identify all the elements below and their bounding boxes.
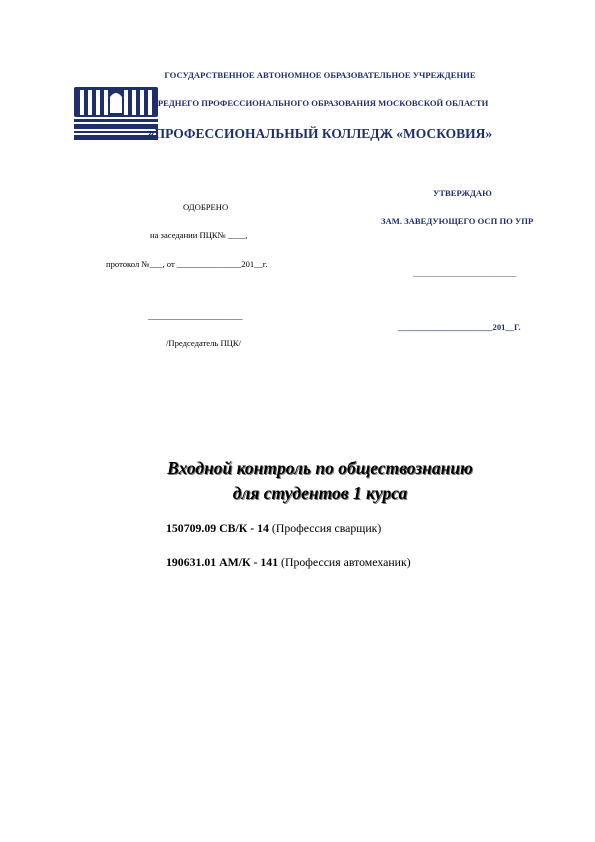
- college-name: «ПРОФЕССИОНАЛЬНЫЙ КОЛЛЕДЖ «МОСКОВИЯ»: [147, 126, 493, 141]
- group-description: (Профессия автомеханик): [278, 555, 411, 569]
- group-line: [166, 555, 411, 570]
- header-line-2: СРЕДНЕГО ПРОФЕССИОНАЛЬНОГО ОБРАЗОВАНИЯ МОСКОВСКОЙ ОБЛАСТИ: [151, 98, 489, 108]
- group-description: (Профессия сварщик): [268, 521, 382, 535]
- group-code: 150709.09 СВ/К - 14: [166, 521, 269, 535]
- approved-chairman: /Председатель ПЦК/: [166, 338, 242, 348]
- approved-protocol: протокол №___, от _______________201__г.: [106, 259, 268, 269]
- group-line: [166, 521, 381, 536]
- approved-meeting: на заседании ПЦК№ ____,: [150, 230, 248, 240]
- confirm-position: ЗАМ. ЗАВЕДУЮЩЕГО ОСП ПО УПР: [381, 216, 534, 226]
- document-title-line-2: для студентов 1 курса: [232, 483, 408, 503]
- confirm-title: УТВЕРЖДАЮ: [433, 188, 492, 198]
- group-code: 190631.01 АМ/К - 141: [166, 555, 279, 569]
- approved-title: ОДОБРЕНО: [183, 202, 229, 212]
- confirm-sign-line: ________________________: [413, 268, 517, 278]
- header-line-1: ГОСУДАРСТВЕННОЕ АВТОНОМНОЕ ОБРАЗОВАТЕЛЬНОЕ УЧРЕЖДЕНИЕ: [164, 70, 476, 80]
- confirm-date-line: ______________________201__Г.: [398, 322, 521, 332]
- approved-sign-line: ______________________: [148, 311, 243, 321]
- document-title-line-1: Входной контроль по обществознанию: [167, 458, 473, 478]
